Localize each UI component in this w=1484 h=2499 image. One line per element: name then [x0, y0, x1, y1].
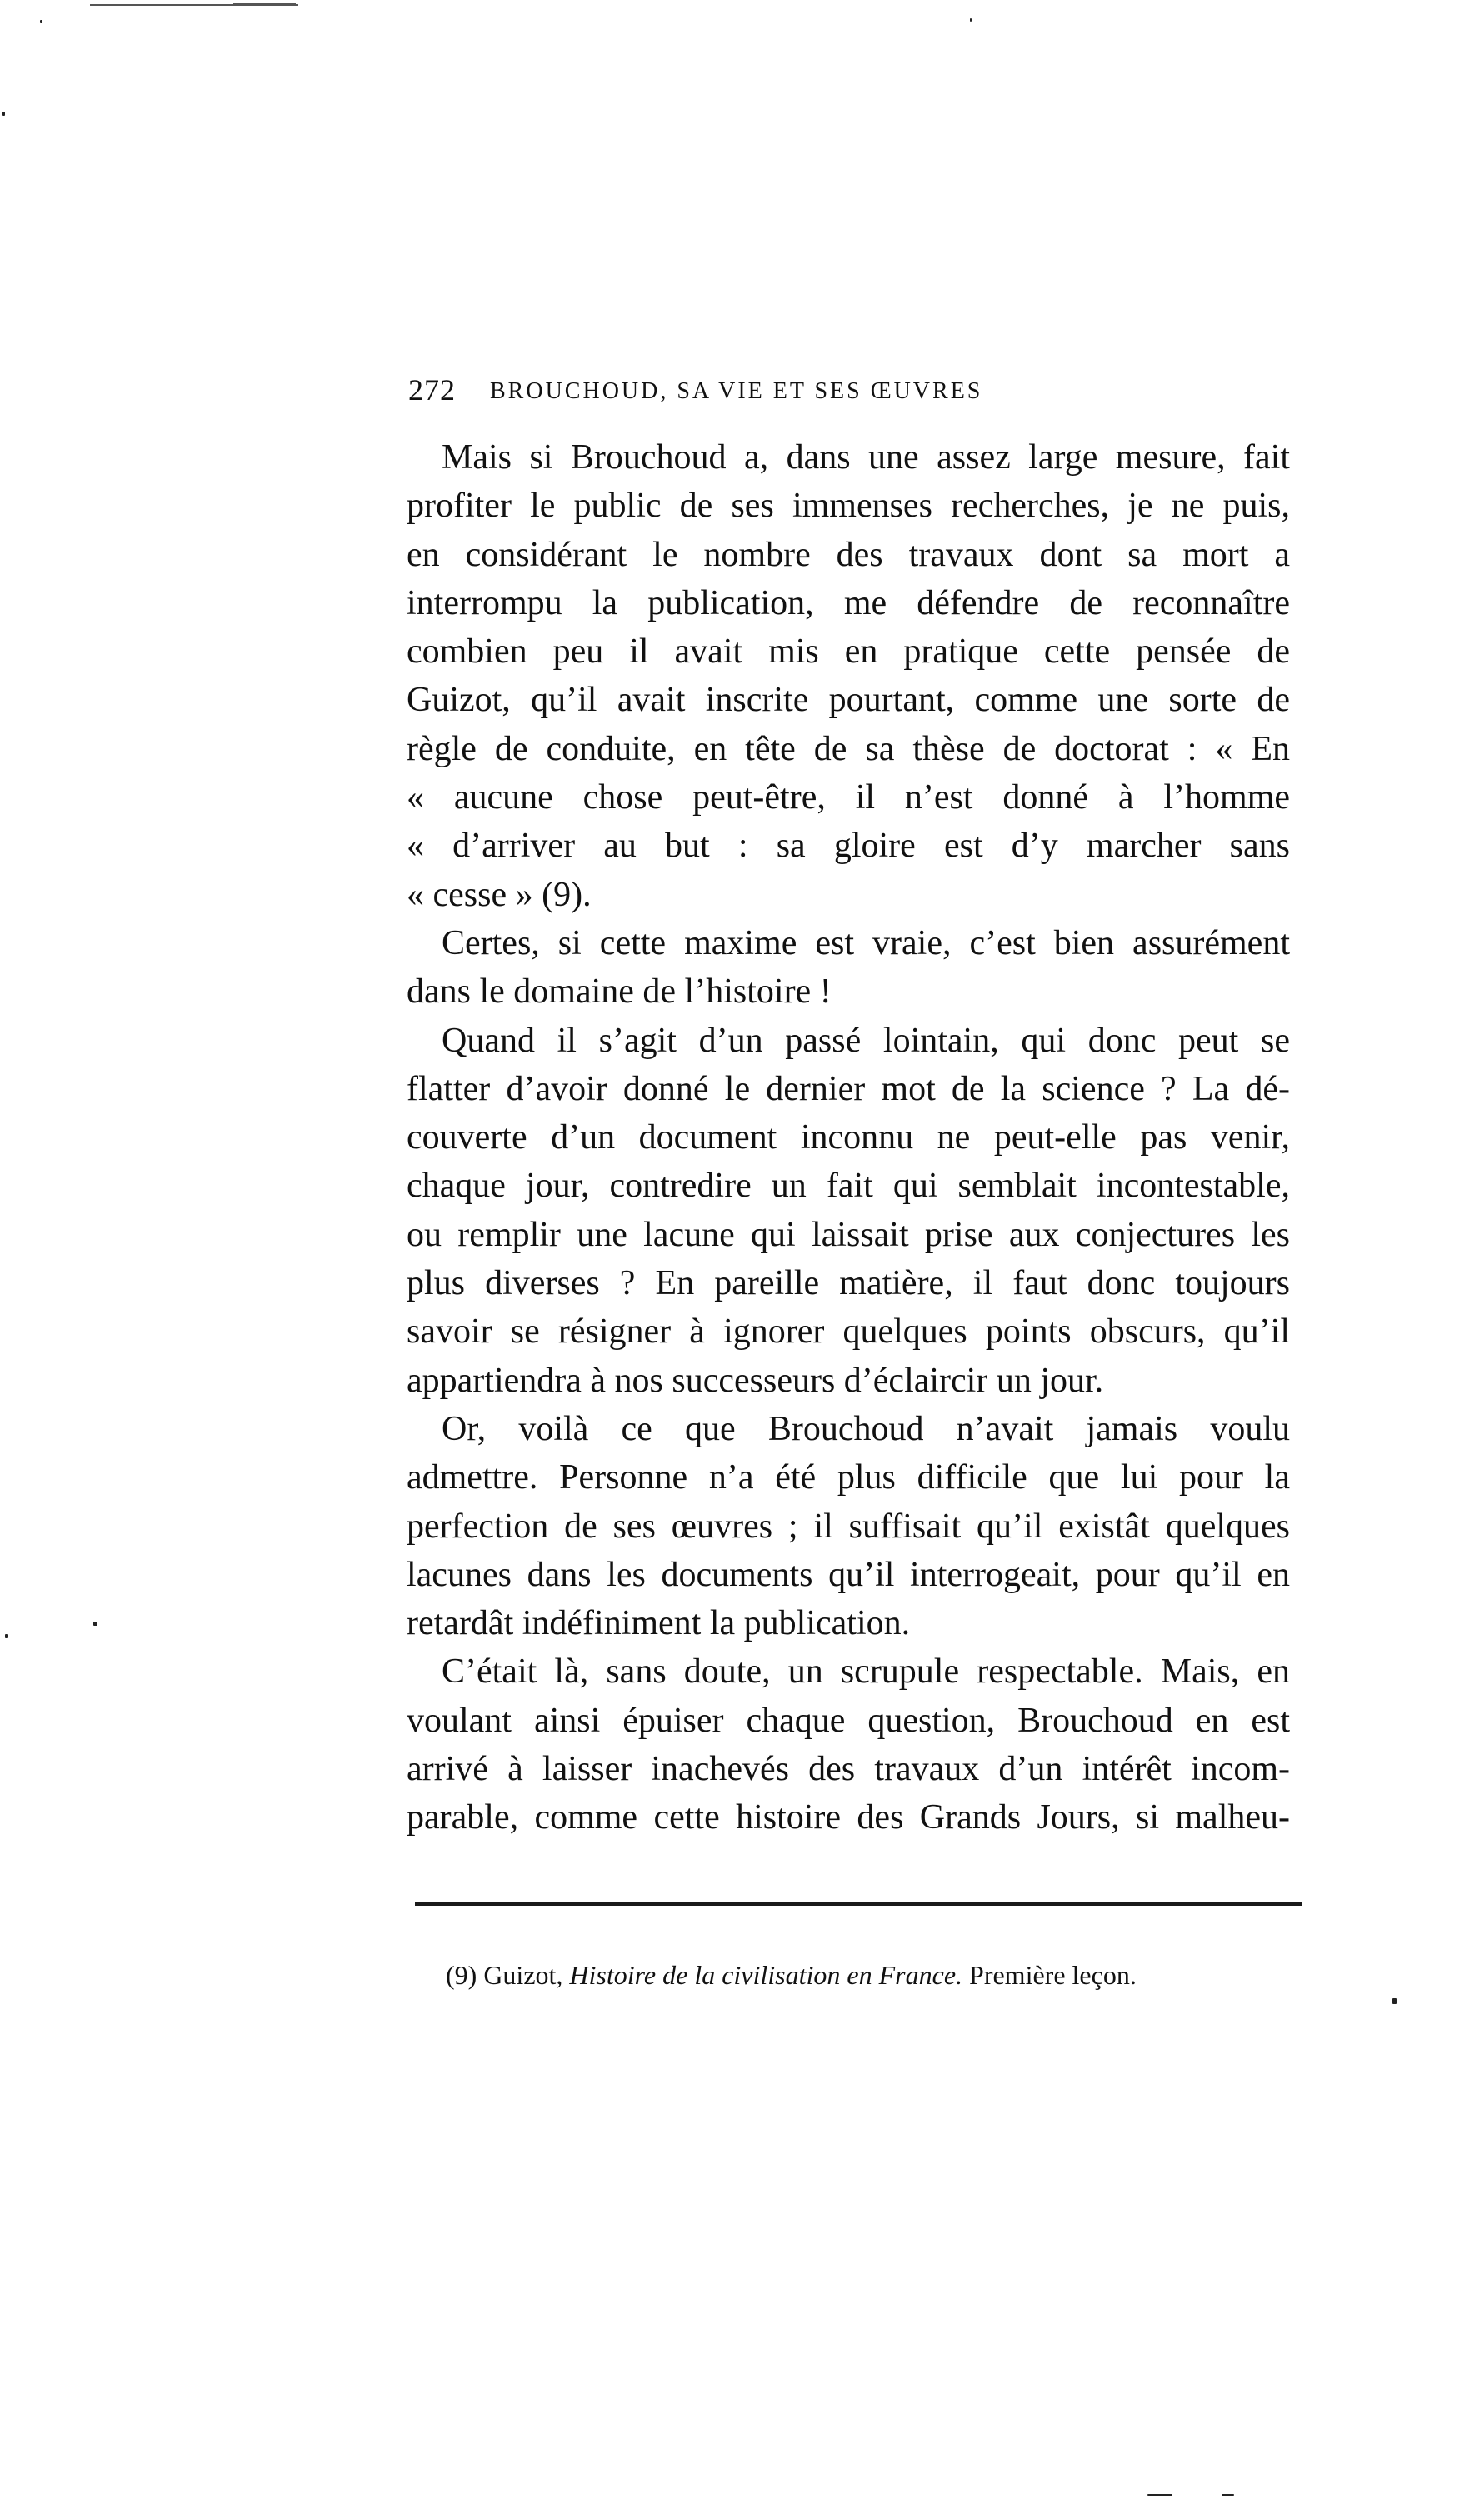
text-line: Or, voilà ce que Brouchoud n’avait jamais voulu [442, 1409, 1290, 1448]
text-line: « d’arriver au but : sa gloire est d’y marcher sans [407, 827, 1290, 866]
text-line: Quand il s’agit d’un passé lointain, qui donc peut se [442, 1021, 1290, 1060]
scan-artifact-speck [5, 1634, 8, 1638]
text-line: Certes, si cette maxime est vraie, c’est bien assurément [442, 923, 1290, 962]
text-line: chaque jour, contredire un fait qui semblait incontestable, [407, 1167, 1290, 1206]
text-line: perfection de ses œuvres ; il suffisait qu’il existât quelques [407, 1507, 1290, 1546]
running-title: BROUCHOUD, SA VIE ET SES ŒUVRES [490, 378, 983, 404]
text-line: retardât indéfiniment la publication. [407, 1604, 911, 1643]
text-line: C’était là, sans doute, un scrupule respectable. Mais, en [442, 1652, 1290, 1692]
scan-artifact-speck [1392, 1998, 1397, 2004]
text-line: « cesse » (9). [407, 875, 592, 914]
text-line: savoir se résigner à ignorer quelques points obscurs, qu’il [407, 1312, 1290, 1352]
text-line: voulant ainsi épuiser chaque question, Brouchoud en est [407, 1701, 1290, 1740]
text-line: admettre. Personne n’a été plus difficile que lui pour la [407, 1458, 1290, 1497]
running-header [407, 373, 1290, 407]
scan-artifact-speck [93, 1622, 97, 1626]
text-line: Guizot, qu’il avait inscrite pourtant, comme une sorte de [407, 681, 1290, 720]
scan-artifact-line [233, 3, 296, 5]
footnote-rest: Première leçon. [969, 1960, 1137, 1990]
scan-artifact-speck [40, 20, 42, 23]
text-line: règle de conduite, en tête de sa thèse de doctorat : « En [407, 729, 1290, 768]
text-line: plus diverses ? En pareille matière, il faut donc toujours [407, 1264, 1290, 1303]
scan-artifact-speck [2, 112, 5, 116]
footnote-marker: (9) [446, 1960, 477, 1990]
text-line: couverte d’un document inconnu ne peut-elle pas venir, [407, 1118, 1290, 1157]
text-line: profiter le public de ses immenses recherches, je ne puis, [407, 487, 1290, 526]
text-line: combien peu il avait mis en pratique cette pensée de [407, 632, 1290, 672]
text-line: interrompu la publication, me défendre de reconnaître [407, 583, 1290, 622]
text-line: flatter d’avoir donné le dernier mot de la science ? La dé- [407, 1069, 1290, 1108]
text-line: dans le domaine de l’histoire ! [407, 972, 832, 1012]
text-line: ou remplir une lacune qui laissait prise aux conjectures les [407, 1215, 1290, 1254]
text-line: en considérant le nombre des travaux dont sa mort a [407, 535, 1290, 574]
text-line: parable, comme cette histoire des Grands Jours, si malheu- [407, 1798, 1290, 1837]
text-line: arrivé à laisser inachevés des travaux d’un intérêt incom- [407, 1750, 1290, 1789]
footnote [446, 1958, 1137, 1992]
body-text [407, 433, 1290, 1842]
text-line: lacunes dans les documents qu’il interrogeait, pour qu’il en [407, 1555, 1290, 1594]
footnote-title: Histoire de la civilisation en France. [569, 1960, 963, 1990]
page-number: 272 [408, 373, 456, 407]
scan-artifact-speck [1222, 2494, 1234, 2496]
text-line: appartiendra à nos successeurs d’éclaircir un jour. [407, 1361, 1104, 1400]
footnote-rule [415, 1902, 1302, 1906]
text-line: « aucune chose peut-être, il n’est donné à l’homme [407, 778, 1290, 817]
scan-artifact-speck [970, 18, 972, 22]
text-line: Mais si Brouchoud a, dans une assez large mesure, fait [442, 438, 1290, 477]
scan-artifact-speck [1147, 2494, 1172, 2496]
footnote-author: Guizot, [483, 1960, 563, 1990]
